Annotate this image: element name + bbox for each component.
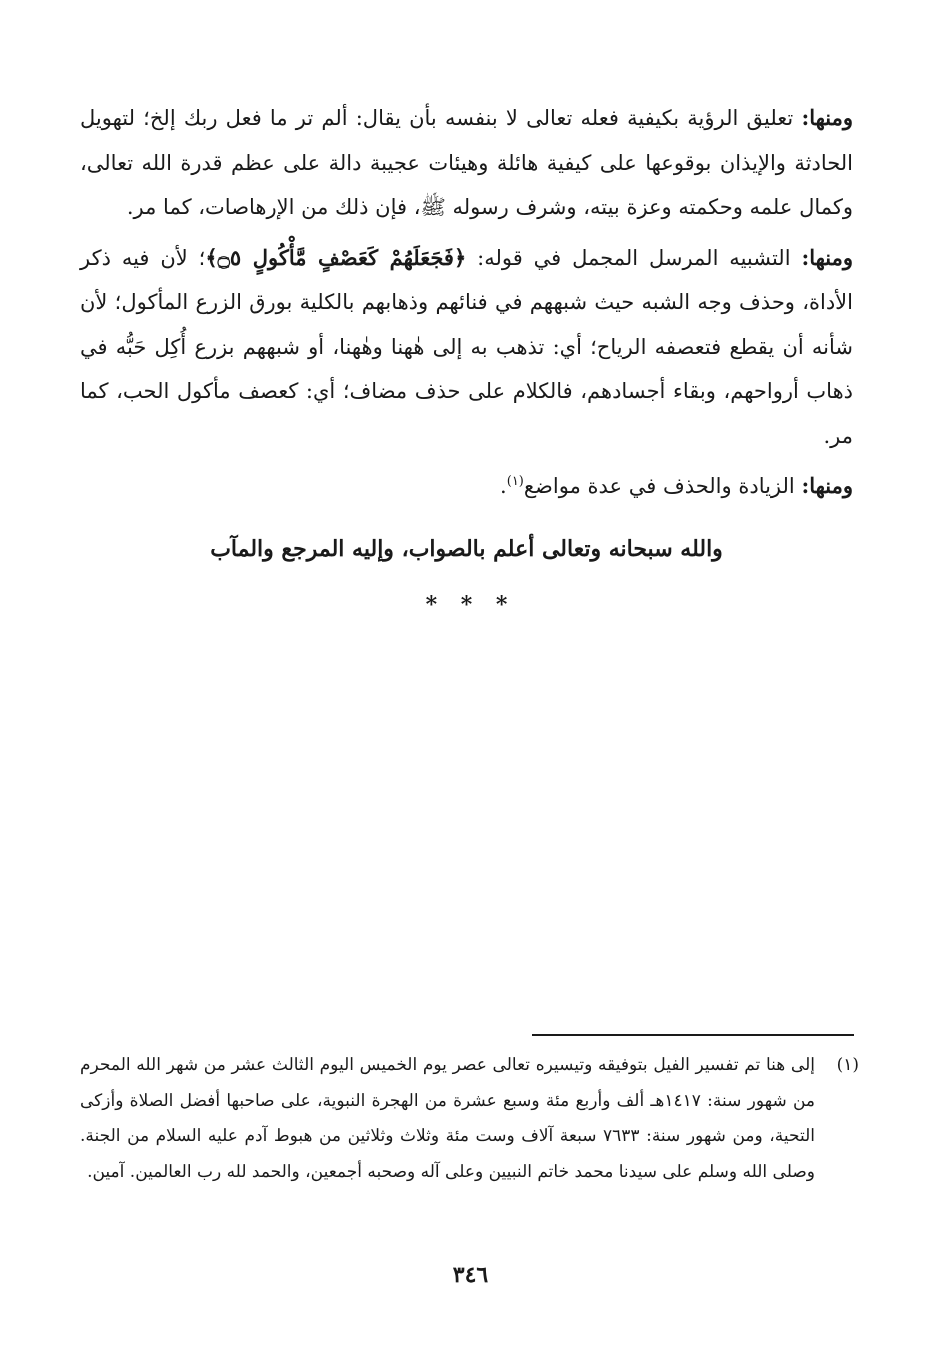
paragraph-3 [80,464,853,509]
paragraph-lead: ومنها: [801,105,853,130]
paragraph-text: تعليق الرؤية بكيفية فعله تعالى لا بنفسه بأن يقال: ألم تر ما فعل ربك إلخ؛ لتهويل الحادثة والإيذان بوقوعها على كيفية هائلة وهيئات عجيبة دالة على عظم قدرة الله تعالى، وكمال علمه وحكمته وعزة بيته، وشرف رسوله ﷺ، فإن ذلك من الإرهاصات، كما مر. [80,106,854,219]
closing-line: والله سبحانه وتعالى أعلم بالصواب، وإليه المرجع والمآب [210,536,723,562]
footnote-divider [532,1034,854,1036]
paragraph-text: ؛ لأن فيه ذكر الأداة، وحذف وجه الشبه حيث شبههم في فنائهم وذهابهم بالكلية بورق الزرع المأكول؛ لأن شأنه أن يقطع فتعصفه الرياح؛ أي: تذهب به إلى هٰهنا وهٰهنا، أو شبههم بزرع أُكِل حَبُّه في ذهاب أرواحهم، وبقاء أجسادهم، فالكلام على حذف مضاف؛ أي: كعصف مأكول الحب، كما مر. [80,245,853,448]
paragraph-text: التشبيه المرسل المجمل في قوله: [466,245,802,270]
footnote-number: (١) [836,1055,859,1075]
paragraph-2 [80,236,853,459]
page-number: ٣٤٦ [452,1262,489,1288]
main-text [80,96,853,509]
section-separator: * * * [425,592,516,618]
footnote-reference[interactable]: (١) [506,474,524,489]
paragraph-text: الزيادة والحذف في عدة مواضع [523,474,802,498]
paragraph-1 [80,96,853,230]
footnote [80,1048,859,1190]
paragraph-lead: ومنها: [801,244,853,270]
footnote-text: إلى هنا تم تفسير الفيل بتوفيقه وتيسيره تعالى عصر يوم الخميس اليوم الثالث عشر من شهر الله المحرم من شهور سنة: ١٤١٧هـ ألف وأربع مئة وسبع عشرة من الهجرة النبوية، على صاحبها أفضل الصلاة وأزكى التحية، ومن شهور سنة: ٧٦٣٣ سبعة آلاف وست مئة وثلاث وثلاثين من هبوط آدم عليه السلام من الجنة. وصلى الله وسلم على سيدنا محمد خاتم النبيين وعلى آله وصحبه أجمعين، والحمد لله رب العالمين. آمين. [80,1055,816,1182]
paragraph-lead: ومنها: [801,473,853,498]
quran-verse: ﴿فَجَعَلَهُمْ كَعَصْفٍ مَّأْكُولٍ ۝٥﴾ [205,244,467,270]
paragraph-end: . [500,474,507,498]
